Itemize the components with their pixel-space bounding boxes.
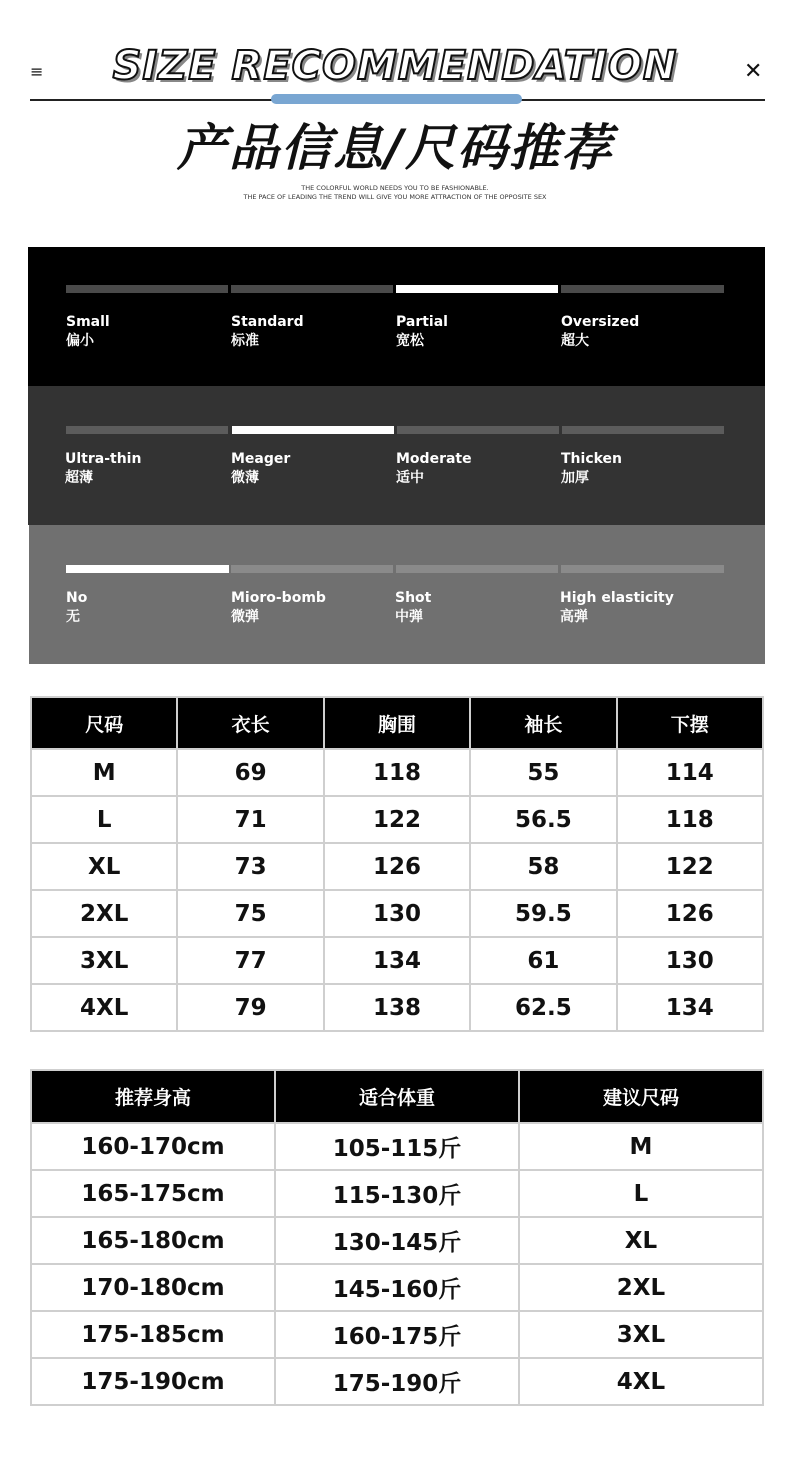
cell: L [31,796,177,843]
fit-option-small: Small 偏小 [66,314,110,349]
table-row [31,1123,763,1170]
cell: 170-180cm [31,1264,275,1311]
cell: M [519,1123,763,1170]
cell: 62.5 [470,984,616,1031]
table-row [31,1170,763,1217]
size-table [30,696,764,1032]
tagline-1: THE COLORFUL WORLD NEEDS YOU TO BE FASHIONABLE. [301,184,489,192]
table-row [31,749,763,796]
cell: 118 [324,749,470,796]
column-header: 建议尺码 [519,1070,763,1123]
elasticity-segment-0 [66,565,229,573]
table-row [31,1311,763,1358]
table-row [31,984,763,1031]
thickness-band [28,386,765,525]
cell: 160-175斤 [275,1311,519,1358]
cell: 118 [617,796,763,843]
column-header: 尺码 [31,697,177,749]
fit-option-partial: Partial 宽松 [396,314,448,349]
cell: XL [519,1217,763,1264]
elasticity-option-high: High elasticity 高弹 [560,590,674,625]
cell: 160-170cm [31,1123,275,1170]
thickness-segment-0 [66,426,228,434]
elasticity-segment-2 [396,565,558,573]
tagline-2: THE PACE OF LEADING THE TREND WILL GIVE YOU MORE ATTRACTION OF THE OPPOSITE SEX [243,193,547,201]
cell: 138 [324,984,470,1031]
cell: 145-160斤 [275,1264,519,1311]
elasticity-option-micro: Mioro-bomb 微弹 [231,590,326,625]
cell: 175-185cm [31,1311,275,1358]
cell: 59.5 [470,890,616,937]
cell: 4XL [31,984,177,1031]
table-row [31,1264,763,1311]
size-table-header [31,697,763,749]
table-row [31,937,763,984]
thickness-option-meager: Meager 微薄 [231,451,291,486]
cell: 115-130斤 [275,1170,519,1217]
cell: 2XL [519,1264,763,1311]
cell: 114 [617,749,763,796]
cell: 130-145斤 [275,1217,519,1264]
header-accent-bar [271,94,522,104]
cell: 4XL [519,1358,763,1405]
cell: 58 [470,843,616,890]
column-header: 袖长 [470,697,616,749]
cell: 3XL [31,937,177,984]
cell: 130 [617,937,763,984]
cell: 61 [470,937,616,984]
cell: 122 [617,843,763,890]
cell: M [31,749,177,796]
column-header: 胸围 [324,697,470,749]
table-row [31,1358,763,1405]
column-header: 推荐身高 [31,1070,275,1123]
cell: 3XL [519,1311,763,1358]
table-row [31,796,763,843]
recommend-table-header [31,1070,763,1123]
elasticity-band [29,525,765,664]
thickness-option-ultra-thin: Ultra-thin 超薄 [65,451,142,486]
fit-band [28,247,765,386]
column-header: 适合体重 [275,1070,519,1123]
table-row [31,843,763,890]
close-icon[interactable]: ✕ [744,59,763,84]
fit-option-oversized: Oversized 超大 [561,314,640,349]
cell: 56.5 [470,796,616,843]
cell: 165-180cm [31,1217,275,1264]
fit-segment-3 [561,285,724,293]
cell: 77 [177,937,323,984]
cell: 122 [324,796,470,843]
elasticity-option-no: No 无 [66,590,88,625]
cell: 73 [177,843,323,890]
thickness-option-moderate: Moderate 适中 [396,451,472,486]
fit-option-standard: Standard 标准 [231,314,304,349]
table-row [31,1217,763,1264]
cell: 130 [324,890,470,937]
cell: 2XL [31,890,177,937]
cell: 175-190cm [31,1358,275,1405]
recommend-table [30,1069,764,1406]
cell: 75 [177,890,323,937]
elasticity-segment-1 [231,565,393,573]
subtitle-cn: 产品信息/尺码推荐 [176,119,614,177]
menu-icon[interactable]: ≡ [30,62,44,81]
cell: L [519,1170,763,1217]
cell: 165-175cm [31,1170,275,1217]
column-header: 衣长 [177,697,323,749]
thickness-option-thicken: Thicken 加厚 [561,451,623,486]
elasticity-option-shot: Shot 中弹 [395,590,432,625]
cell: XL [31,843,177,890]
cell: 55 [470,749,616,796]
cell: 126 [324,843,470,890]
cell: 79 [177,984,323,1031]
thickness-segment-2 [397,426,559,434]
fit-segment-1 [231,285,393,293]
cell: 71 [177,796,323,843]
fit-segment-0 [66,285,228,293]
table-row [31,890,763,937]
cell: 105-115斤 [275,1123,519,1170]
elasticity-segment-3 [561,565,724,573]
cell: 134 [324,937,470,984]
cell: 126 [617,890,763,937]
thickness-segment-1 [232,426,394,434]
column-header: 下摆 [617,697,763,749]
cell: 134 [617,984,763,1031]
cell: 69 [177,749,323,796]
fit-segment-2 [396,285,558,293]
page-title: SIZE RECOMMENDATION [112,43,678,89]
thickness-segment-3 [562,426,724,434]
cell: 175-190斤 [275,1358,519,1405]
header [0,0,790,110]
